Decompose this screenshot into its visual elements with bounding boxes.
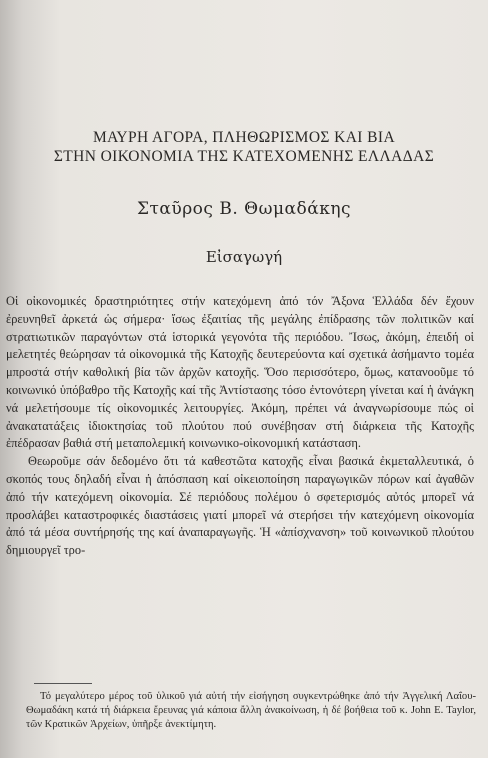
footnote-divider — [34, 683, 92, 684]
section-heading: Εἰσαγωγή — [205, 248, 283, 266]
paragraph-2: Θεωροῦμε σάν δεδομένο ὅτι τά καθεστῶτα κατοχῆς εἶναι βασικά ἐκμεταλλευτικά, ὁ σκοπός τους δηλαδή εἶναι ἡ ἀπόσπαση καί οἰκειοποίηση παραγωγικῶν πόρων καί ἀγαθῶν ἀπό τήν κατεχόμενη οἰκονομία. Σέ περιόδους πολέμου ὁ σφετερισμός αὐτός μπορεῖ νά προσλάβει καταστροφικές διαστάσεις γιατί μπορεῖ νά στερήσει τήν κατεχόμενη οἰκονομία ἀπό τά μέσα συντήρησής της καί ἀναπαραγωγῆς. Ἡ «ἀπίσχνανση» τοῦ κοινωνικοῦ πλούτου δημιουργεῖ τρο- — [6, 454, 474, 558]
title-line-1: ΜΑΥΡΗ ΑΓΟΡΑ, ΠΛΗΘΩΡΙΣΜΟΣ ΚΑΙ ΒΙΑ — [92, 129, 396, 146]
author-name: Σταῦρος Β. Θωμαδάκης — [136, 199, 352, 219]
footnote — [26, 690, 476, 733]
paragraph-1: Οἱ οἰκονομικές δραστηριότητες στήν κατεχόμενη ἀπό τόν Ἄξονα Ἑλλάδα δέν ἔχουν ἐρευνηθεῖ ἀρκετά ὡς σήμερα· ἴσως ἐξαιτίας τῆς μεγάλης ἐπίδρασης τῶν πολιτικῶν καί στρατιωτικῶν παραγόντων στά ἱστορικά γεγονότα τῆς περιόδου. Ἴσως, ἀκόμη, ἐπειδή οἱ μελετητές θεώρησαν τά οἰκονομικά τῆς Κατοχῆς δευτερεύοντα καί σχετικά ἀσήμαντο τομέα μπροστά στήν καθολική βία τῶν ἀρχῶν κατοχῆς. Ὅσο περισσότερο, ὅμως, κατανοοῦμε τό κοινωνικό ὑπόβαθρο τῆς Κατοχῆς καί τῆς Ἀντίστασης τόσο ἐντονότερη γίνεται καί ἡ ἀνάγκη νά μελετήσουμε τίς οἰκονομικές λειτουργίες. Ἀκόμη, πρέπει νά ἀναγνωρίσουμε πώς οἱ ἀνακατατάξεις ἰδιοκτησίας τοῦ πλούτου πού συνέβησαν στή διάρκεια τῆς Κατοχῆς ἐπέδρασαν βαθιά στή μεταπολεμική κοινωνικο-οἰκονομική κατάσταση. — [6, 294, 474, 451]
footnote-text: Τό μεγαλύτερο μέρος τοῦ ὑλικοῦ γιά αὐτή τήν εἰσήγηση συγκεντρώθηκε ἀπό τήν Ἀγγελική Λαΐου-Θωμαδάκη κατά τή διάρκεια ἔρευνας γιά κάποια ἄλλη ἀνακοίνωση, ἡ δέ βοήθεια τοῦ κ. John E. Taylor, τῶν Κρατικῶν Ἀρχείων, ὑπῆρξε ἀνεκτίμητη. — [26, 691, 476, 731]
title-line-2: ΣΤΗΝ ΟΙΚΟΝΟΜΙΑ ΤΗΣ ΚΑΤΕΧΟΜΕΝΗΣ ΕΛΛΑΔΑΣ — [53, 148, 435, 165]
body-text — [6, 293, 474, 560]
article-title — [0, 128, 488, 166]
